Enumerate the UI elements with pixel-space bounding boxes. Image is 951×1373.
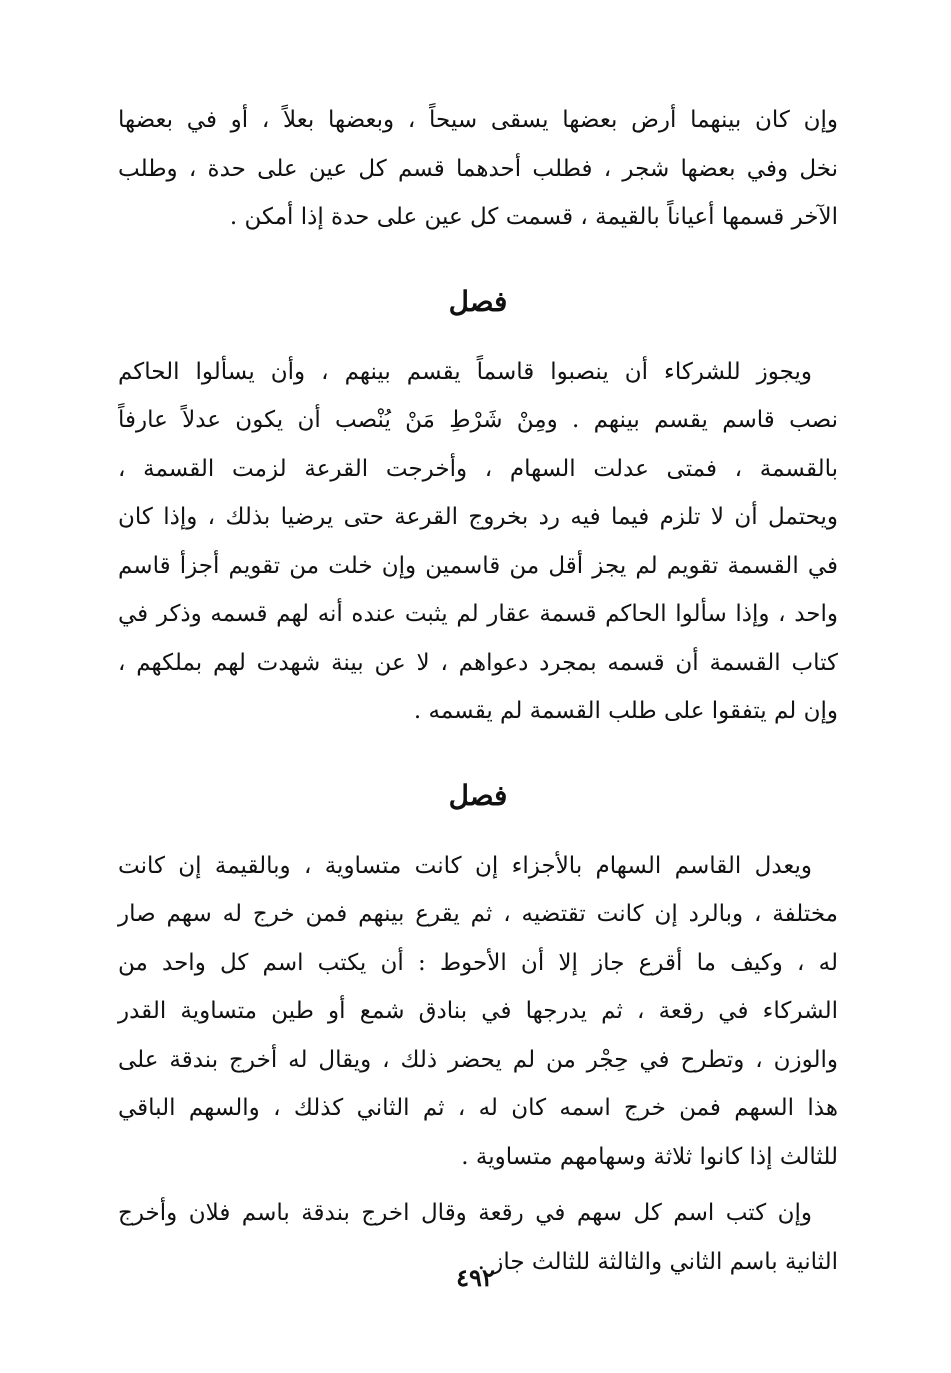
paragraph-3-line-5: والوزن ، وتطرح في حِجْر من لم يحضر ذلك ، ويقال له أخرج بندقة على — [118, 1046, 838, 1073]
paragraph-3-line-6: هذا السهم فمن خرج اسمه كان له ، ثم الثاني كذلك ، والسهم الباقي — [118, 1095, 838, 1121]
paragraph-2-line-8: وإن لم يتفقوا على طلب القسمة لم يقسمه . — [413, 698, 838, 724]
paragraph-2-line-3: بالقسمة ، فمتى عدلت السهام ، وأخرجت القرعة لزمت القسمة ، — [118, 455, 838, 482]
paragraph-1-line-2: نخل وفي بعضها شجر ، فطلب أحدهما قسم كل عين على حدة ، وطلب — [118, 155, 838, 182]
paragraph-3-line-2: مختلفة ، وبالرد إن كانت تقتضيه ، ثم يقرع بينهم فمن خرج له سهم صار — [118, 901, 838, 927]
paragraph-2 — [118, 348, 838, 736]
paragraph-2-line-2: نصب قاسم يقسم بينهم . ومِنْ شَرْطِ مَنْ يُنْصب أن يكون عدلاً عارفاً — [118, 407, 838, 433]
section-heading-2: فصل — [448, 778, 508, 812]
paragraph-3 — [118, 842, 838, 1182]
paragraph-2-line-4: ويحتمل أن لا تلزم فيما فيه رد بخروج القرعة حتى يرضيا بذلك ، وإذا كان — [118, 504, 838, 530]
paragraph-2-line-5: في القسمة تقويم لم يجز أقل من قاسمين وإن خلت من تقويم أجزأ قاسم — [118, 552, 838, 579]
paragraph-2-line-7: كتاب القسمة أن قسمه بمجرد دعواهم ، لا عن بينة شهدت لهم بملكهم ، — [118, 649, 838, 676]
paragraph-1-line-3: الآخر قسمها أعياناً بالقيمة ، قسمت كل عين على حدة إذا أمكن . — [229, 204, 838, 230]
paragraph-3-line-1: ويعدل القاسم السهام بالأجزاء إن كانت متساوية ، وبالقيمة إن كانت — [118, 852, 812, 879]
paragraph-3-line-4: الشركاء في رقعة ، ثم يدرجها في بنادق شمع أو طين متساوية القدر — [118, 998, 838, 1024]
paragraph-3-line-7: للثالث إذا كانوا ثلاثة وسهامهم متساوية . — [461, 1143, 838, 1170]
paragraph-2-line-6: واحد ، وإذا سألوا الحاكم قسمة عقار لم يثبت عنده أنه لهم قسمه وذكر في — [118, 601, 838, 627]
paragraph-4-line-1: وإن كتب اسم كل سهم في رقعة وقال اخرج بندقة باسم فلان وأخرج — [118, 1200, 812, 1226]
paragraph-3-line-3: له ، وكيف ما أقرع جاز إلا أن الأحوط : أن يكتب اسم كل واحد من — [118, 949, 838, 976]
page-number: ٤٩٢ — [456, 1263, 495, 1292]
paragraph-4-line-2: الثانية باسم الثاني والثالثة للثالث جاز . — [477, 1248, 838, 1275]
paragraph-1 — [118, 96, 838, 242]
section-heading-1: فصل — [448, 284, 508, 318]
paragraph-2-line-1: ويجوز للشركاء أن ينصبوا قاسماً يقسم بينهم ، وأن يسألوا الحاكم — [118, 358, 812, 385]
page-body — [118, 96, 838, 1286]
paragraph-1-line-1: وإن كان بينهما أرض بعضها يسقى سيحاً ، وبعضها بعلاً ، أو في بعضها — [118, 107, 838, 133]
